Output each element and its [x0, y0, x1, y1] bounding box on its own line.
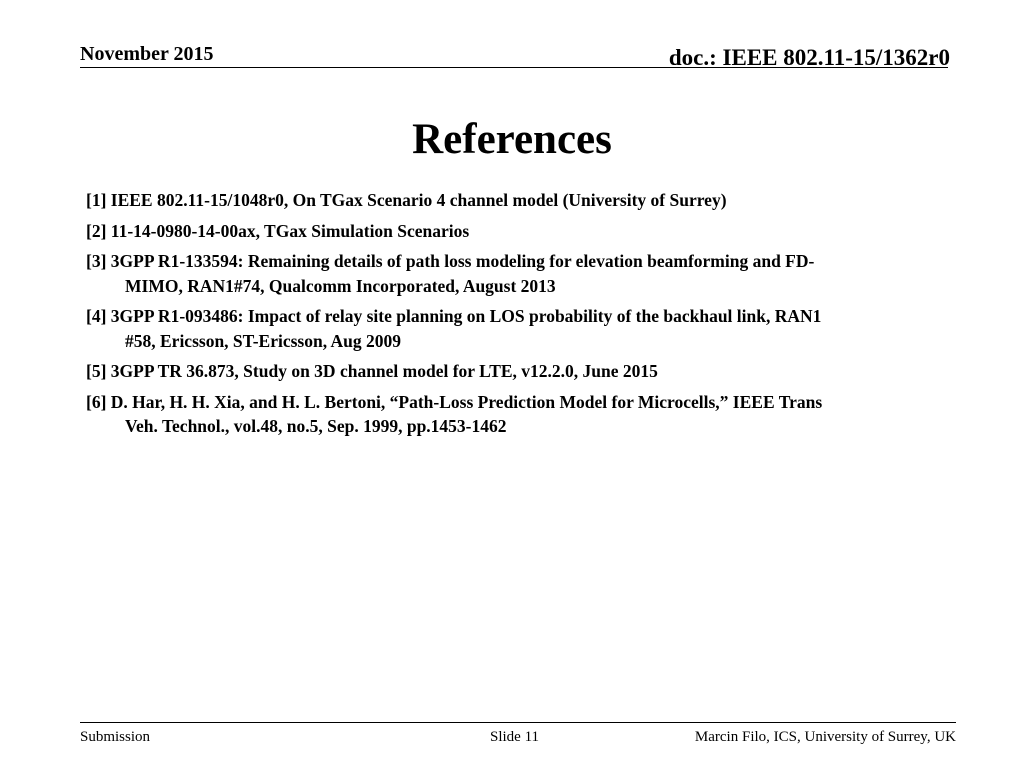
reference-text: [5] 3GPP TR 36.873, Study on 3D channel model for LTE, v12.2.0, June 2015	[86, 361, 658, 381]
slide-title: References	[412, 116, 612, 163]
footer-submission: Submission	[80, 729, 151, 745]
reference-item	[86, 188, 946, 213]
reference-text: [2] 11-14-0980-14-00ax, TGax Simulation Scenarios	[86, 220, 470, 241]
reference-text: [3] 3GPP R1-133594: Remaining details of path loss modeling for elevation beamforming and FD-	[86, 251, 815, 271]
footer-author: Marcin Filo, ICS, University of Surrey, UK	[694, 729, 956, 745]
reference-text-continuation: #58, Ericsson, ST-Ericsson, Aug 2009	[125, 330, 402, 351]
reference-item	[86, 249, 946, 298]
reference-item	[86, 219, 946, 244]
reference-item	[86, 359, 946, 384]
reference-item	[86, 304, 946, 353]
reference-list	[86, 188, 946, 445]
footer-slide-number: Slide 11	[490, 729, 540, 745]
header-doc-id: doc.: IEEE 802.11-15/1362r0	[668, 45, 950, 70]
header-date: November 2015	[80, 43, 214, 65]
reference-text: [4] 3GPP R1-093486: Impact of relay site planning on LOS probability of the backhaul link, RAN1	[86, 306, 822, 326]
reference-text: [1] IEEE 802.11-15/1048r0, On TGax Scenario 4 channel model (University of Surrey)	[86, 190, 727, 210]
reference-text: [6] D. Har, H. H. Xia, and H. L. Bertoni, “Path-Loss Prediction Model for Microcells,” IEEE Trans	[86, 391, 823, 412]
reference-item	[86, 390, 946, 439]
reference-text-continuation: Veh. Technol., vol.48, no.5, Sep. 1999, pp.1453-1462	[125, 416, 507, 436]
header-divider	[80, 67, 948, 68]
reference-text-continuation: MIMO, RAN1#74, Qualcomm Incorporated, August 2013	[125, 275, 556, 296]
footer-divider	[80, 722, 956, 723]
